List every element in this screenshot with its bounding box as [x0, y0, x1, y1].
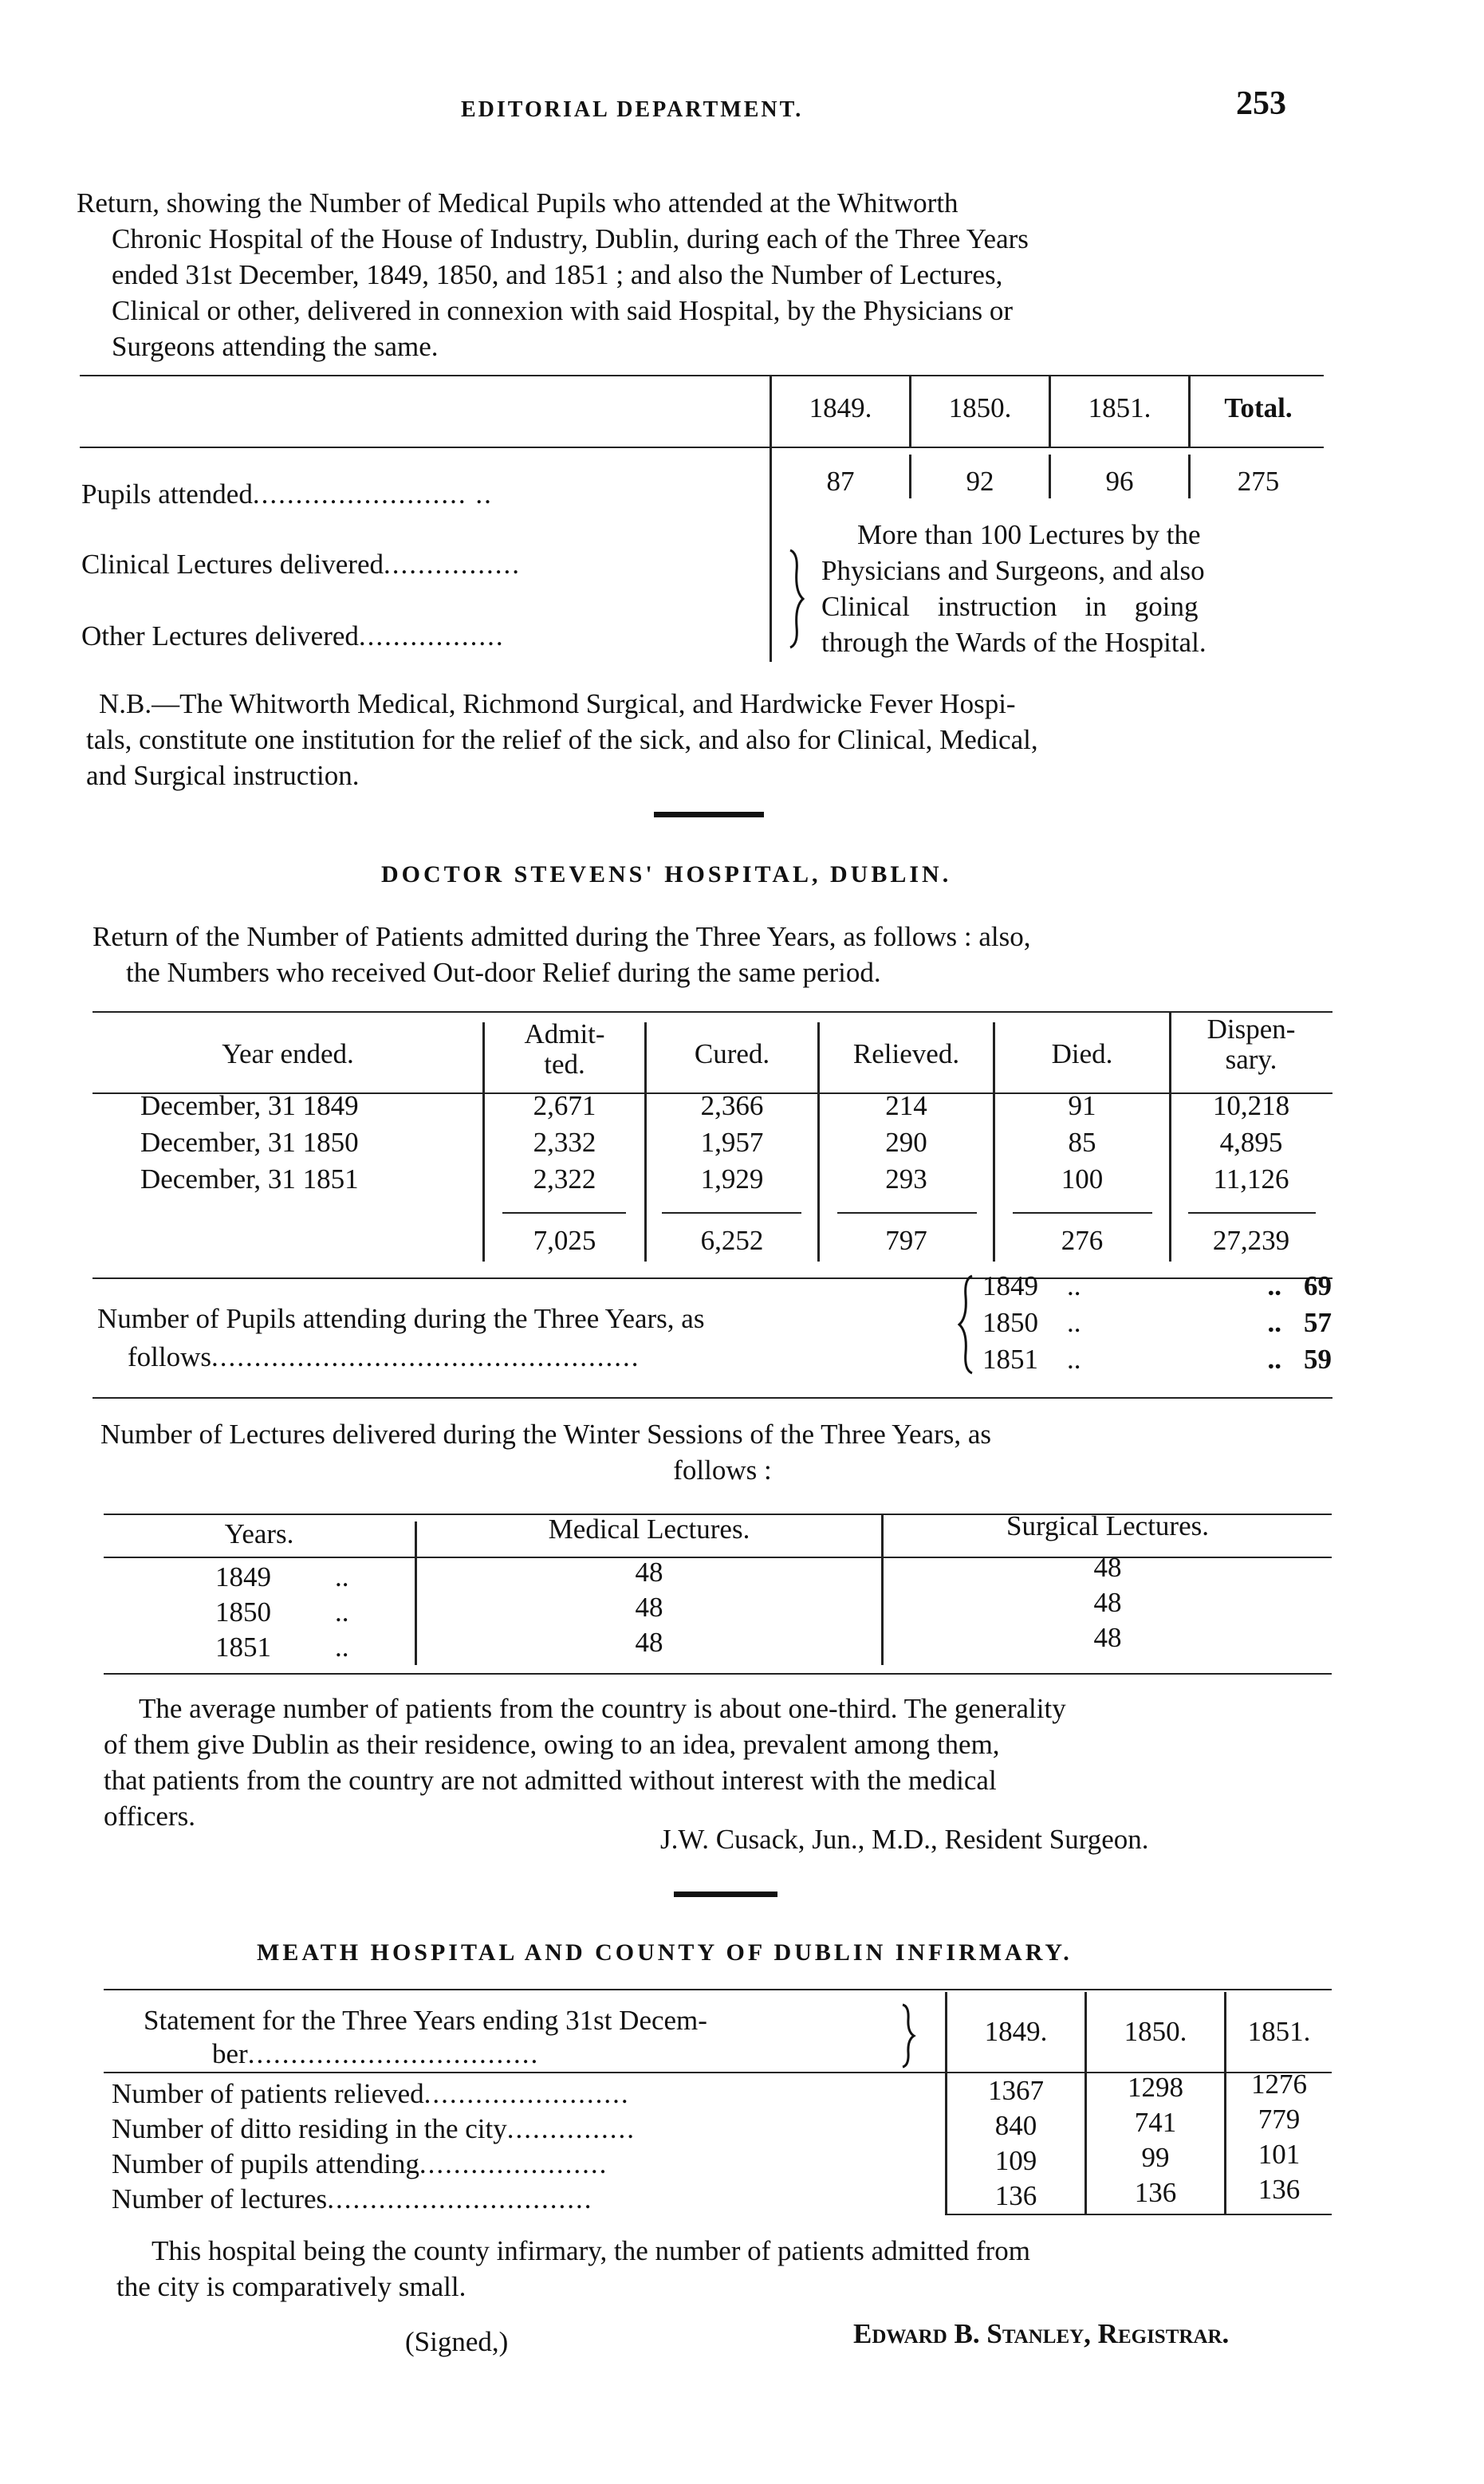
page-number: 253 — [1236, 85, 1286, 122]
table-rule — [93, 1397, 1332, 1399]
total-cell: 7,025 — [533, 1225, 596, 1256]
table-cell: 2,366 — [700, 1090, 764, 1121]
table-cell: 136 — [994, 2180, 1037, 2211]
table-rule — [104, 1989, 1332, 1990]
signature: Edward B. Stanley, Registrar. — [853, 2318, 1230, 2349]
table-cell: 48 — [1093, 1552, 1122, 1583]
pupils-label: Number of Pupils attending during the Three Years, as — [97, 1303, 705, 1334]
sum-rule — [502, 1212, 626, 1214]
column-header: Died. — [1051, 1038, 1113, 1069]
note-line: More than 100 Lectures by the — [857, 519, 1201, 550]
leader-dots: ................ — [384, 549, 522, 580]
note-line: Physicians and Surgeons, and also — [821, 555, 1205, 586]
row-label — [112, 2112, 636, 2147]
column-header: 1851. — [1247, 2016, 1311, 2047]
sum-rule — [1188, 1212, 1316, 1214]
row-label — [81, 620, 505, 652]
table-cell: December, 31 1849 — [140, 1090, 359, 1121]
table-cell: 1849 .. — [215, 1561, 349, 1592]
leader-dots: ............................... — [327, 2183, 593, 2214]
row-label — [112, 2182, 636, 2217]
table-cell: 2,671 — [533, 1090, 596, 1121]
table-rule — [80, 447, 1324, 448]
table-cell: 840 — [994, 2110, 1037, 2141]
table-rule — [93, 1277, 1332, 1279]
table-column — [215, 1560, 349, 1665]
total-cell: 27,239 — [1212, 1225, 1290, 1256]
column-header-line: ted. — [544, 1049, 585, 1080]
column-header-line: Dispen- — [1206, 1014, 1296, 1045]
curly-brace-icon — [953, 1273, 977, 1376]
section-divider — [654, 812, 764, 817]
column-header: 1850. — [1124, 2016, 1187, 2047]
table-rule — [104, 1673, 1332, 1675]
table-cell: 91 — [1068, 1090, 1096, 1121]
table-column — [1226, 2067, 1332, 2207]
note-line: officers. — [104, 1801, 195, 1832]
intro-line: Return, showing the Number of Medical Pupils who attended at the Whitworth — [77, 187, 958, 218]
table-cell: 1850 .. — [215, 1596, 349, 1628]
table-cell: 1,957 — [700, 1127, 764, 1158]
leader-dots: ...................... — [419, 2148, 608, 2179]
pupils-years — [982, 1268, 1081, 1378]
table-cell: 290 — [885, 1127, 927, 1158]
column-header: Cured. — [694, 1038, 770, 1069]
row-label-text: Number of pupils attending — [112, 2148, 419, 2179]
table-cell: 10,218 — [1212, 1090, 1290, 1121]
pupil-year: 1851 .. — [982, 1344, 1081, 1375]
running-header: EDITORIAL DEPARTMENT. — [461, 97, 804, 122]
total-cell: 797 — [885, 1225, 927, 1256]
row-label-text: Number of ditto residing in the city — [112, 2113, 507, 2144]
curly-brace-icon — [899, 2002, 919, 2070]
table-cell: 11,126 — [1213, 1163, 1289, 1195]
column-header: Total. — [1224, 392, 1293, 423]
pupils-counts — [1204, 1268, 1332, 1378]
table-column — [820, 1088, 993, 1198]
intro-line: Return of the Number of Patients admitted during the Three Years, as follows : also, — [93, 921, 1031, 952]
pupils-label-text: follows — [128, 1341, 211, 1372]
table-rule — [80, 375, 1324, 376]
stevens-note — [104, 1691, 1348, 1834]
column-header-line: sary. — [1225, 1044, 1277, 1075]
table-cell: 136 — [1134, 2177, 1177, 2208]
leader-dots: ........................ — [423, 2078, 630, 2109]
year-label: 1850 — [215, 1596, 271, 1628]
column-header: Year ended. — [222, 1038, 354, 1069]
table-cell: 136 — [1258, 2174, 1301, 2205]
table-cell: December, 31 1850 — [140, 1127, 359, 1158]
stevens-intro — [93, 919, 1336, 990]
table-cell: 2,322 — [533, 1163, 596, 1195]
table-cell: 92 — [966, 466, 994, 497]
table-column — [1087, 2070, 1224, 2210]
table-column — [647, 1088, 817, 1198]
table-cell: 1,929 — [700, 1163, 764, 1195]
intro-line: ended 31st December, 1849, 1850, and 1851 ; and also the Number of Lectures, — [112, 259, 1003, 290]
pupil-year: 1850 .. — [982, 1307, 1081, 1338]
intro-line: Surgeons attending the same. — [112, 331, 439, 362]
signature: J.W. Cusack, Jun., M.D., Resident Surgeon. — [660, 1824, 1149, 1855]
pupil-count: .. 69 — [1267, 1270, 1332, 1301]
leader-dots: ............... — [506, 2113, 636, 2144]
table-cell: 1367 — [988, 2075, 1044, 2106]
curly-brace-icon — [785, 547, 809, 651]
table-cell: 1298 — [1128, 2072, 1183, 2103]
table-cell: 293 — [885, 1163, 927, 1195]
table-cell: 214 — [885, 1090, 927, 1121]
table-cell: 741 — [1134, 2107, 1177, 2138]
sum-rule — [837, 1212, 977, 1214]
table-cell: 275 — [1237, 466, 1280, 497]
whitworth-intro — [77, 185, 1321, 364]
table-row-labels — [140, 1088, 359, 1198]
note-line: the city is comparatively small. — [116, 2271, 466, 2302]
column-header: Years. — [224, 1518, 294, 1549]
row-label-text: Other Lectures delivered — [81, 620, 359, 652]
note-line: that patients from the country are not admitted without interest with the medical — [104, 1765, 997, 1796]
table-cell: 48 — [635, 1627, 663, 1658]
note-line: The average number of patients from the country is about one-third. The generality — [139, 1693, 1066, 1724]
meath-note — [116, 2233, 1360, 2305]
table-rule — [945, 2214, 1332, 2215]
table-column — [485, 1088, 644, 1198]
table-column — [995, 1088, 1169, 1198]
column-header — [485, 1019, 644, 1080]
table-cell: 87 — [826, 466, 855, 497]
table-rule — [93, 1011, 1332, 1013]
table-column — [947, 2073, 1084, 2214]
row-label-text: Number of patients relieved — [112, 2078, 424, 2109]
intro-line: Chronic Hospital of the House of Industry, Dublin, during each of the Three Years — [112, 223, 1029, 254]
table-column — [417, 1555, 881, 1660]
table-cell: 48 — [635, 1557, 663, 1588]
table-cell: 2,332 — [533, 1127, 596, 1158]
table-cell: 85 — [1068, 1127, 1096, 1158]
table-cell: 100 — [1061, 1163, 1104, 1195]
row-label — [112, 2147, 636, 2182]
total-cell: 6,252 — [700, 1225, 764, 1256]
column-header: Surgical Lectures. — [1006, 1510, 1209, 1541]
leader-dots: ......................... .. — [252, 478, 493, 510]
total-cell: 276 — [1061, 1225, 1104, 1256]
table-cell: 101 — [1258, 2139, 1301, 2170]
table-cell: 4,895 — [1219, 1127, 1283, 1158]
note-line: of them give Dublin as their residence, owing to an idea, prevalent among them, — [104, 1729, 1000, 1760]
table-cell: 779 — [1258, 2104, 1301, 2135]
sum-rule — [1013, 1212, 1152, 1214]
leader-dots: .................................. — [247, 2038, 540, 2069]
leader-dots: .................................................. — [211, 1341, 640, 1372]
intro-line: Clinical or other, delivered in connexion with said Hospital, by the Physicians or — [112, 295, 1014, 326]
row-label-text: Clinical Lectures delivered — [81, 549, 384, 580]
table-cell: 48 — [1093, 1622, 1122, 1653]
row-label-text: Number of lectures — [112, 2183, 328, 2214]
table-cell: December, 31 1851 — [140, 1163, 359, 1195]
table-cell: 48 — [635, 1592, 663, 1623]
count-value: 69 — [1304, 1270, 1332, 1301]
statement-label — [212, 2038, 539, 2070]
leader-dots: ................. — [358, 620, 505, 652]
section-divider — [674, 1892, 777, 1897]
statement-text: ber — [212, 2038, 248, 2069]
sum-rule — [662, 1212, 801, 1214]
column-header: 1849. — [809, 392, 872, 423]
column-header: Relieved. — [852, 1038, 960, 1069]
count-value: 59 — [1304, 1344, 1332, 1375]
note-line: Clinical instruction in going — [821, 591, 1199, 622]
column-header: Medical Lectures. — [548, 1514, 750, 1545]
intro-line: Number of Lectures delivered during the Winter Sessions of the Three Years, as — [100, 1419, 992, 1450]
nb-note — [86, 686, 1330, 793]
table-cell: 96 — [1105, 466, 1134, 497]
column-header: 1851. — [1088, 392, 1151, 423]
pupils-label — [128, 1341, 640, 1373]
row-labels — [112, 2077, 636, 2217]
intro-line: follows : — [673, 1455, 772, 1486]
table-column — [1171, 1088, 1331, 1198]
row-label — [81, 549, 521, 581]
table-column — [884, 1550, 1332, 1655]
year-label: 1849 — [215, 1561, 271, 1592]
pupil-count: .. 59 — [1267, 1344, 1332, 1375]
year-label: 1851 — [982, 1344, 1038, 1375]
row-label — [112, 2077, 636, 2112]
year-label: 1851 — [215, 1632, 271, 1663]
nb-line: tals, constitute one institution for the relief of the sick, and also for Clinical, Medical, — [86, 724, 1038, 755]
pupil-count: .. 57 — [1267, 1307, 1332, 1338]
pupil-year: 1849 .. — [982, 1270, 1081, 1301]
table-cell: 1276 — [1251, 2069, 1307, 2100]
year-label: 1849 — [982, 1270, 1038, 1301]
row-label — [81, 478, 493, 510]
note-line: through the Wards of the Hospital. — [821, 627, 1206, 658]
column-header — [1171, 1014, 1331, 1075]
signed-label: (Signed,) — [405, 2326, 509, 2357]
column-header-line: Admit- — [524, 1018, 605, 1049]
lectures-intro — [100, 1416, 1344, 1488]
table-cell: 99 — [1141, 2142, 1170, 2173]
nb-line: and Surgical instruction. — [86, 760, 360, 791]
nb-line: N.B.—The Whitworth Medical, Richmond Surgical, and Hardwicke Fever Hospi- — [99, 688, 1016, 719]
lectures-note — [821, 517, 1324, 660]
note-line: This hospital being the county infirmary, the number of patients admitted from — [152, 2235, 1030, 2266]
year-label: 1850 — [982, 1307, 1038, 1338]
section-title: DOCTOR STEVENS' HOSPITAL, DUBLIN. — [381, 861, 952, 888]
intro-line: the Numbers who received Out-door Relief during the same period. — [126, 957, 881, 988]
column-header: 1849. — [984, 2016, 1048, 2047]
column-header: 1850. — [948, 392, 1012, 423]
table-cell: 1851 .. — [215, 1632, 349, 1663]
section-title: MEATH HOSPITAL AND COUNTY OF DUBLIN INFIRMARY. — [257, 1939, 1073, 1966]
count-value: 57 — [1304, 1307, 1332, 1338]
row-label-text: Pupils attended — [81, 478, 253, 510]
table-cell: 48 — [1093, 1587, 1122, 1618]
statement-label: Statement for the Three Years ending 31st Decem- — [144, 2005, 707, 2036]
table-cell: 109 — [994, 2145, 1037, 2176]
